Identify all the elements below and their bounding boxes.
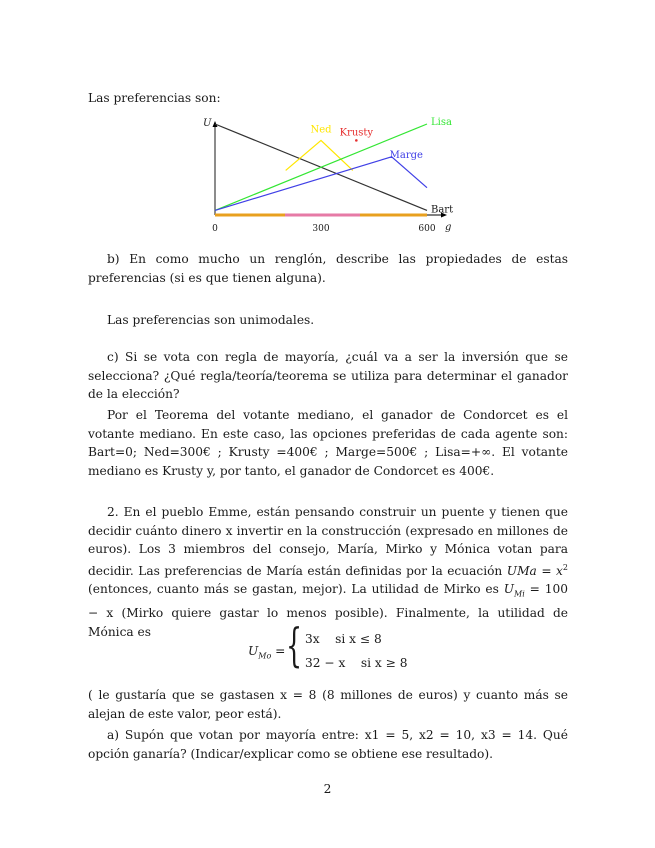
p2-part-a: 2. En el pueblo Emme, están pensando construir un puente y tienen que decidir cuánto dinero x invertir en la construcción (expresado en millones de euros). Los 3 miembros del consejo, María, Mirko y Mónica votan para decidir. Las preferencias de María están definidas por la ecuación: [88, 505, 568, 578]
x-axis-label: g: [445, 222, 452, 233]
x-tick-label: 600: [418, 224, 436, 234]
p2-part-c: (Mirko quiere gastar lo menos posible). Finalmente, la utilidad de Mónica es: [88, 606, 568, 640]
series-ned-label: Ned: [310, 124, 332, 136]
answer-b: Las preferencias son unimodales.: [107, 313, 315, 327]
after-equation-text: ( le gustaría que se gastasen x = 8 (8 millones de euros) y cuanto más se alejan de este valor, peor está).: [88, 688, 568, 721]
eq-brace: {: [286, 618, 303, 672]
y-axis-label: U: [203, 118, 212, 129]
eq-lhs: $U_{Mo}$ =: [248, 644, 286, 661]
page-number: 2: [323, 782, 332, 796]
chart-axes: [213, 121, 448, 218]
monica-utility-equation: [248, 618, 408, 674]
question-c: c) Si se vota con regla de mayoría, ¿cuál va a ser la inversión que se selecciona? ¿Qué regla/teoría/teorema se utiliza para determinar el ganador de la elección?: [88, 350, 568, 402]
eq-row-1: 3x si x ≤ 8: [305, 632, 382, 646]
series-marge-label: Marge: [389, 149, 423, 161]
uma-formula: UMa = x: [506, 563, 563, 578]
x-tick-label: 300: [312, 224, 330, 234]
problem-2-text: [88, 503, 568, 642]
answer-c: Por el Teorema del votante mediano, el ganador de Condorcet es el votante mediano. En este caso, las opciones preferidas de cada agente son: Bart=0; Ned=300€ ; Krusty =400€ ; Marge=500€ ; Lisa=+∞. El votante mediano es Krusty y, por tanto, el ganador de Condorcet es 400€.: [88, 408, 568, 478]
series-krusty-point: [355, 139, 358, 142]
series-krusty-label: Krusty: [339, 127, 374, 139]
x-tick-label: 0: [212, 224, 218, 234]
p2-part-b: (entonces, cuanto más se gastan, mejor). La utilidad de Mirko es: [88, 582, 504, 597]
series-bart-label: Bart: [431, 204, 454, 216]
question-2a: a) Supón que votan por mayoría entre: x1 = 5, x2 = 10, x3 = 14. Qué opción ganaría? (Indicar/explicar como se obtiene ese resultado).: [88, 728, 568, 761]
umi-subscript: Mi: [514, 589, 525, 599]
umi-symbol: U: [503, 582, 515, 597]
series-lisa-label: Lisa: [431, 117, 452, 128]
preferences-chart: [195, 112, 465, 234]
uma-exponent: 2: [562, 562, 569, 572]
series-marge-line: [215, 157, 427, 211]
umi-rhs: = 100 − x: [88, 582, 568, 621]
eq-row-2: 32 − x si x ≥ 8: [305, 656, 408, 670]
question-b: b) En como mucho un renglón, describe las propiedades de estas preferencias (si es que tienen alguna).: [88, 252, 568, 285]
intro-text: Las preferencias son:: [88, 91, 221, 105]
